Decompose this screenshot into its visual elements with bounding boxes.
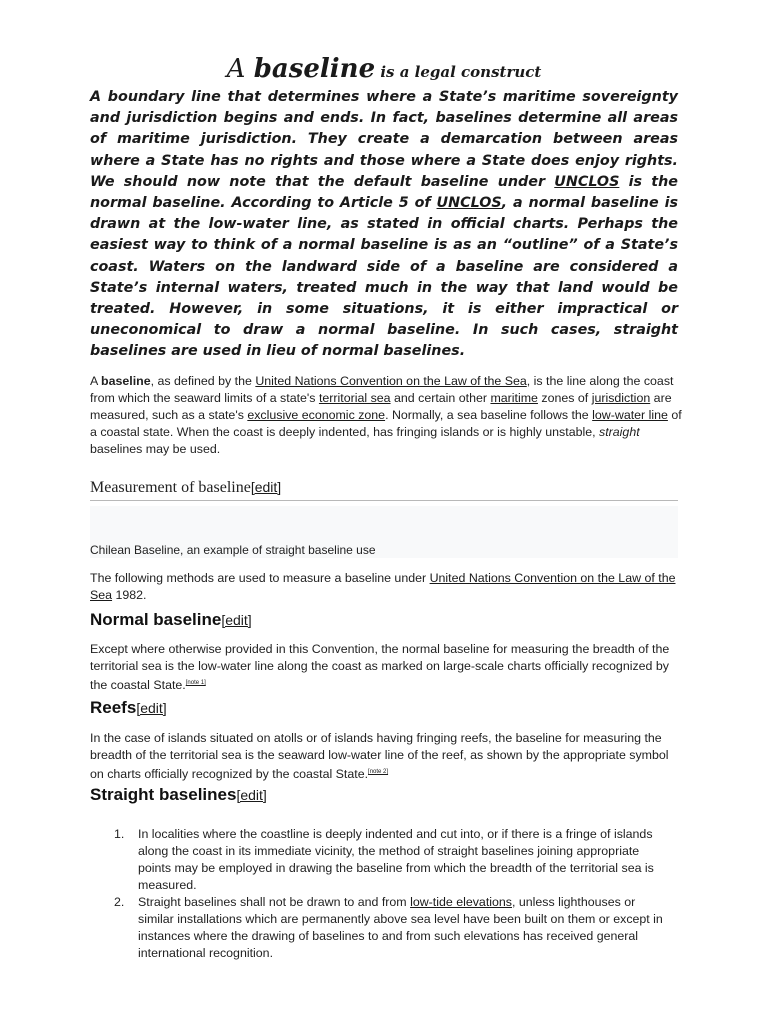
low-water-line-link[interactable]: low-water line: [592, 408, 668, 422]
intro-text-1: A boundary line that determines where a State’s maritime sovereignty and jurisdiction begins and ends. In fact, baselines determine all areas of maritime jurisdiction. They create a demarcation between areas where a State has no rights and those where a State does enjoy rights. We should now note that the default baseline under: [90, 89, 678, 190]
jurisdiction-link[interactable]: jurisdiction: [591, 391, 651, 405]
straight-baselines-list: [114, 826, 674, 962]
normal-heading-text: Normal baseline: [90, 610, 222, 629]
measurement-heading: [90, 479, 678, 501]
methods-text-2: 1982.: [112, 588, 147, 602]
measurement-edit-link[interactable]: [edit]: [250, 479, 282, 495]
title-main: [227, 54, 375, 84]
maritime-link[interactable]: maritime: [490, 391, 538, 405]
figure-box: [90, 506, 678, 558]
def-text-2: , as defined by the: [150, 374, 256, 388]
def-text-8: of a coastal state. When the coast is deeply indented, has fringing islands or is highly unstable,: [90, 408, 682, 439]
list-item-text-1: Straight baselines shall not be drawn to and from: [138, 895, 411, 909]
list-item: [114, 894, 674, 962]
list-item: [114, 826, 674, 894]
methods-text-1: The following methods are used to measure a baseline under: [90, 571, 430, 585]
def-text-7: . Normally, a sea baseline follows the: [385, 408, 593, 422]
straight-heading-text: Straight baselines: [90, 785, 237, 804]
title-prefix: A: [226, 54, 254, 84]
unclos-link-1[interactable]: UNCLOS: [554, 173, 620, 190]
figure-caption: Chilean Baseline, an example of straight baseline use: [90, 543, 376, 557]
eez-link[interactable]: exclusive economic zone: [247, 408, 386, 422]
note-2-link[interactable]: [note 2]: [368, 769, 389, 775]
unclos-full-link[interactable]: United Nations Convention on the Law of the Sea: [255, 374, 527, 388]
def-text-9: baselines may be used.: [90, 442, 221, 456]
list-number: 1.: [114, 827, 125, 841]
reefs-paragraph: [90, 730, 682, 783]
straight-baselines-heading: [90, 785, 267, 805]
title-suffix: is a legal construct: [375, 63, 542, 81]
normal-baseline-heading: [90, 610, 252, 630]
page-title: [0, 54, 768, 84]
def-italic-term: straight: [599, 425, 640, 439]
straight-edit-link[interactable]: [edit]: [236, 787, 267, 803]
normal-edit-link[interactable]: [edit]: [221, 612, 252, 628]
list-item-text: In localities where the coastline is deeply indented and cut into, or if there is a fringe of islands along the coast in its immediate vicinity, the method of straight baselines joining appropriate points may be employed in drawing the baseline from which the breadth of the territorial sea is measured.: [138, 827, 654, 892]
normal-baseline-paragraph: [90, 641, 682, 694]
intro-text-3: , a normal baseline is drawn at the low-water line, as stated in official charts. Perhaps the easiest way to think of a normal baseline is as an “outline” of a State’s coast. Waters on the landward side of a baseline are considered a State’s internal waters, treated much in the way that land would be treated. However, in some situations, it is either impractical or uneconomical to draw a normal baseline. In such cases, straight baselines are used in lieu of normal baselines.: [90, 195, 678, 360]
title-keyword: baseline: [253, 54, 376, 84]
reefs-heading: [90, 698, 167, 718]
def-bold-term: baseline: [101, 374, 151, 388]
normal-text: Except where otherwise provided in this Convention, the normal baseline for measuring the breadth of the territorial sea is the low-water line along the coast as marked on large-scale charts officially recognized by the coastal State.: [90, 642, 670, 692]
reefs-heading-text: Reefs: [90, 698, 137, 717]
def-text-3: , is the line along the coast from which the seaward limits of a state's: [90, 374, 674, 405]
def-text-4: and certain other: [390, 391, 491, 405]
territorial-sea-link[interactable]: territorial sea: [318, 391, 391, 405]
reefs-edit-link[interactable]: [edit]: [136, 700, 167, 716]
intro-paragraph: [90, 87, 678, 363]
methods-paragraph: [90, 570, 682, 604]
unclos-link-2[interactable]: UNCLOS: [436, 195, 502, 212]
intro-text-2: is the normal baseline. According to Article 5 of: [90, 173, 678, 212]
reefs-text: In the case of islands situated on atolls or of islands having fringing reefs, the baseline for measuring the breadth of the territorial sea is the seaward low-water line of the reef, as shown by the appropriate symbol on charts officially recognized by the coastal State.: [90, 731, 669, 781]
list-item-text-2: , unless lighthouses or similar installations which are permanently above sea level have been built on them or except in instances where the drawing of baselines to and from such elevations has received general international recognition.: [138, 895, 663, 960]
def-text-1: A: [90, 374, 102, 388]
definition-paragraph: [90, 373, 682, 458]
def-text-6: are measured, such as a state's: [90, 391, 672, 422]
list-number: 2.: [114, 895, 125, 909]
note-1-link[interactable]: [note 1]: [185, 680, 206, 686]
measurement-heading-text: Measurement of baseline: [90, 479, 251, 496]
def-text-5: zones of: [537, 391, 592, 405]
low-tide-elevations-link[interactable]: low-tide elevations: [410, 895, 512, 909]
unclos-full-link-2[interactable]: United Nations Convention on the Law of the Sea: [90, 571, 676, 602]
